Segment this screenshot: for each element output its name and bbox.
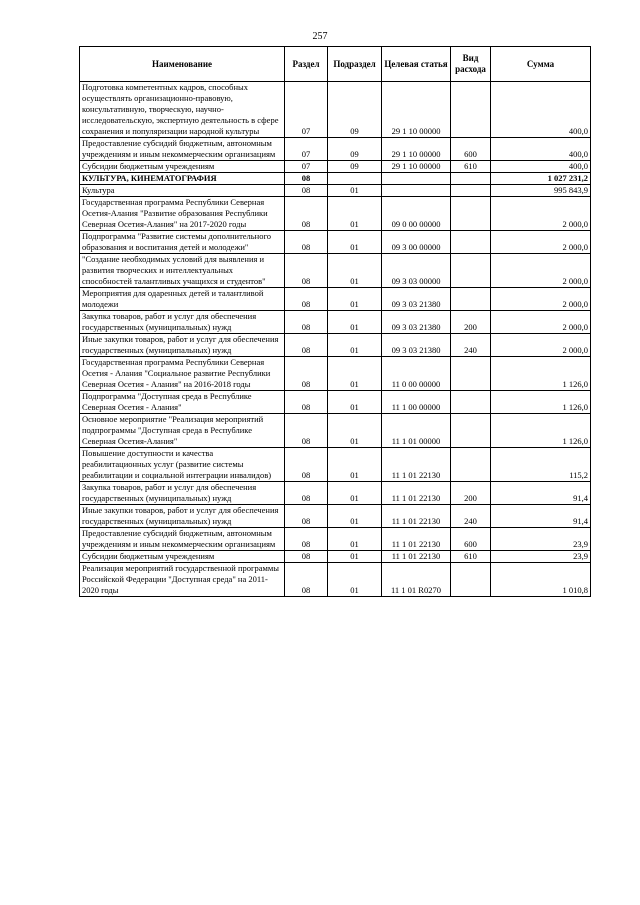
cell-target: 11 0 00 00000 [382, 357, 451, 391]
cell-name: КУЛЬТУРА, КИНЕМАТОГРАФИЯ [80, 173, 285, 185]
table-row [80, 391, 591, 414]
cell-razdel: 07 [285, 82, 328, 138]
header-vid: Вид расхода [451, 47, 491, 82]
cell-razdel: 08 [285, 505, 328, 528]
cell-razdel: 08 [285, 288, 328, 311]
cell-name: Закупка товаров, работ и услуг для обеспечения государственных (муниципальных) нужд [80, 482, 285, 505]
cell-name: Подготовка компетентных кадров, способных осуществлять организационно-правовую, консультативную, творческую, научно-исследовательскую, экспертную деятельность в сфере сохранения и популяризации народной культуры [80, 82, 285, 138]
cell-razdel: 08 [285, 551, 328, 563]
cell-name: Субсидии бюджетным учреждениям [80, 161, 285, 173]
cell-podrazdel: 01 [328, 197, 382, 231]
cell-target: 09 3 03 21380 [382, 334, 451, 357]
cell-sum: 400,0 [491, 138, 591, 161]
cell-vid [451, 563, 491, 597]
table-row [80, 185, 591, 197]
cell-target: 11 1 00 00000 [382, 391, 451, 414]
table-row [80, 254, 591, 288]
header-target: Целевая статья [382, 47, 451, 82]
cell-sum: 2 000,0 [491, 231, 591, 254]
cell-target: 11 1 01 22130 [382, 482, 451, 505]
table-row [80, 173, 591, 185]
cell-vid [451, 414, 491, 448]
cell-vid [451, 231, 491, 254]
cell-razdel: 08 [285, 391, 328, 414]
table-row [80, 528, 591, 551]
cell-vid [451, 357, 491, 391]
cell-razdel: 08 [285, 482, 328, 505]
cell-target [382, 173, 451, 185]
cell-razdel: 08 [285, 185, 328, 197]
table-row [80, 197, 591, 231]
cell-podrazdel: 01 [328, 288, 382, 311]
cell-podrazdel: 01 [328, 528, 382, 551]
cell-name: Культура [80, 185, 285, 197]
cell-podrazdel: 01 [328, 311, 382, 334]
cell-name: Реализация мероприятий государственной программы Российской Федерации "Доступная среда" на 2011-2020 годы [80, 563, 285, 597]
cell-target: 29 1 10 00000 [382, 161, 451, 173]
cell-vid: 610 [451, 161, 491, 173]
cell-target: 09 3 03 21380 [382, 288, 451, 311]
cell-podrazdel: 01 [328, 414, 382, 448]
cell-razdel: 08 [285, 448, 328, 482]
cell-target: 09 3 00 00000 [382, 231, 451, 254]
table-row [80, 505, 591, 528]
cell-target: 11 1 01 22130 [382, 448, 451, 482]
cell-sum: 400,0 [491, 82, 591, 138]
cell-target: 09 3 03 21380 [382, 311, 451, 334]
cell-vid [451, 391, 491, 414]
cell-podrazdel: 09 [328, 161, 382, 173]
header-name: Наименование [80, 47, 285, 82]
table-row [80, 231, 591, 254]
cell-name: Иные закупки товаров, работ и услуг для обеспечения государственных (муниципальных) нужд [80, 505, 285, 528]
cell-target: 11 1 01 00000 [382, 414, 451, 448]
cell-name: Субсидии бюджетным учреждениям [80, 551, 285, 563]
cell-vid [451, 288, 491, 311]
cell-podrazdel: 01 [328, 357, 382, 391]
cell-podrazdel: 01 [328, 254, 382, 288]
table-row [80, 334, 591, 357]
cell-sum: 23,9 [491, 551, 591, 563]
cell-razdel: 07 [285, 161, 328, 173]
cell-target: 29 1 10 00000 [382, 138, 451, 161]
cell-sum: 995 843,9 [491, 185, 591, 197]
cell-razdel: 08 [285, 334, 328, 357]
cell-podrazdel: 01 [328, 563, 382, 597]
header-sum: Сумма [491, 47, 591, 82]
cell-podrazdel: 01 [328, 185, 382, 197]
cell-target: 09 0 00 00000 [382, 197, 451, 231]
cell-target: 29 1 10 00000 [382, 82, 451, 138]
table-row [80, 414, 591, 448]
cell-podrazdel: 01 [328, 231, 382, 254]
cell-name: Подпрограмма "Доступная среда в Республике Северная Осетия - Алания" [80, 391, 285, 414]
cell-vid: 600 [451, 138, 491, 161]
cell-razdel: 08 [285, 254, 328, 288]
cell-target: 11 1 01 22130 [382, 505, 451, 528]
cell-name: Мероприятия для одаренных детей и талантливой молодежи [80, 288, 285, 311]
cell-name: Закупка товаров, работ и услуг для обеспечения государственных (муниципальных) нужд [80, 311, 285, 334]
cell-name: Государственная программа Республики Северная Осетия - Алания "Социальное развитие Республики Северная Осетия - Алания" на 2016-2018 годы [80, 357, 285, 391]
cell-podrazdel: 01 [328, 505, 382, 528]
cell-sum: 2 000,0 [491, 288, 591, 311]
cell-razdel: 08 [285, 563, 328, 597]
cell-name: Повышение доступности и качества реабилитационных услуг (развитие системы реабилитации и социальной интеграции инвалидов) [80, 448, 285, 482]
table-row [80, 357, 591, 391]
cell-target [382, 185, 451, 197]
table-row [80, 563, 591, 597]
cell-vid [451, 185, 491, 197]
table-row [80, 161, 591, 173]
cell-name: Предоставление субсидий бюджетным, автономным учреждениям и иным некоммерческим организациям [80, 138, 285, 161]
cell-vid [451, 254, 491, 288]
cell-sum: 2 000,0 [491, 254, 591, 288]
table-row [80, 551, 591, 563]
cell-podrazdel [328, 173, 382, 185]
cell-razdel: 07 [285, 138, 328, 161]
cell-sum: 91,4 [491, 482, 591, 505]
cell-razdel: 08 [285, 311, 328, 334]
page-number: 257 [312, 31, 328, 42]
cell-razdel: 08 [285, 414, 328, 448]
cell-podrazdel: 01 [328, 551, 382, 563]
table-row [80, 311, 591, 334]
cell-podrazdel: 01 [328, 482, 382, 505]
cell-razdel: 08 [285, 528, 328, 551]
cell-podrazdel: 01 [328, 334, 382, 357]
header-podrazdel: Подраздел [328, 47, 382, 82]
cell-name: Государственная программа Республики Северная Осетия-Алания "Развитие образования Республики Северная Осетия-Алания" на 2017-2020 годы [80, 197, 285, 231]
cell-podrazdel: 01 [328, 391, 382, 414]
cell-podrazdel: 01 [328, 448, 382, 482]
table-row [80, 448, 591, 482]
cell-vid: 610 [451, 551, 491, 563]
cell-name: Предоставление субсидий бюджетным, автономным учреждениям и иным некоммерческим организациям [80, 528, 285, 551]
table-row [80, 138, 591, 161]
cell-vid: 600 [451, 528, 491, 551]
cell-sum: 1 010,8 [491, 563, 591, 597]
cell-sum: 1 126,0 [491, 414, 591, 448]
cell-target: 11 1 01 22130 [382, 551, 451, 563]
table-row [80, 288, 591, 311]
cell-name: Основное мероприятие "Реализация мероприятий подпрограммы "Доступная среда в Республике Северная Осетия-Алания" [80, 414, 285, 448]
cell-sum: 23,9 [491, 528, 591, 551]
cell-sum: 115,2 [491, 448, 591, 482]
cell-sum: 2 000,0 [491, 197, 591, 231]
cell-vid: 200 [451, 482, 491, 505]
cell-sum: 2 000,0 [491, 334, 591, 357]
cell-vid: 240 [451, 334, 491, 357]
cell-razdel: 08 [285, 173, 328, 185]
cell-vid: 200 [451, 311, 491, 334]
cell-target: 09 3 03 00000 [382, 254, 451, 288]
cell-sum: 91,4 [491, 505, 591, 528]
header-razdel: Раздел [285, 47, 328, 82]
table-row [80, 82, 591, 138]
cell-sum: 1 126,0 [491, 357, 591, 391]
cell-vid [451, 197, 491, 231]
cell-razdel: 08 [285, 357, 328, 391]
table-header-row [80, 47, 591, 82]
cell-name: Иные закупки товаров, работ и услуг для обеспечения государственных (муниципальных) нужд [80, 334, 285, 357]
cell-sum: 1 027 231,2 [491, 173, 591, 185]
cell-vid: 240 [451, 505, 491, 528]
cell-razdel: 08 [285, 231, 328, 254]
cell-podrazdel: 09 [328, 138, 382, 161]
budget-table [79, 46, 591, 597]
cell-sum: 2 000,0 [491, 311, 591, 334]
table-row [80, 482, 591, 505]
cell-razdel: 08 [285, 197, 328, 231]
cell-target: 11 1 01 22130 [382, 528, 451, 551]
cell-sum: 400,0 [491, 161, 591, 173]
cell-name: Подпрограмма "Развитие системы дополнительного образования и воспитания детей и молодежи" [80, 231, 285, 254]
cell-name: "Создание необходимых условий для выявления и развития творческих и интеллектуальных способностей талантливых учащихся и студентов" [80, 254, 285, 288]
cell-vid [451, 173, 491, 185]
cell-sum: 1 126,0 [491, 391, 591, 414]
cell-target: 11 1 01 R0270 [382, 563, 451, 597]
cell-vid [451, 82, 491, 138]
cell-vid [451, 448, 491, 482]
cell-podrazdel: 09 [328, 82, 382, 138]
